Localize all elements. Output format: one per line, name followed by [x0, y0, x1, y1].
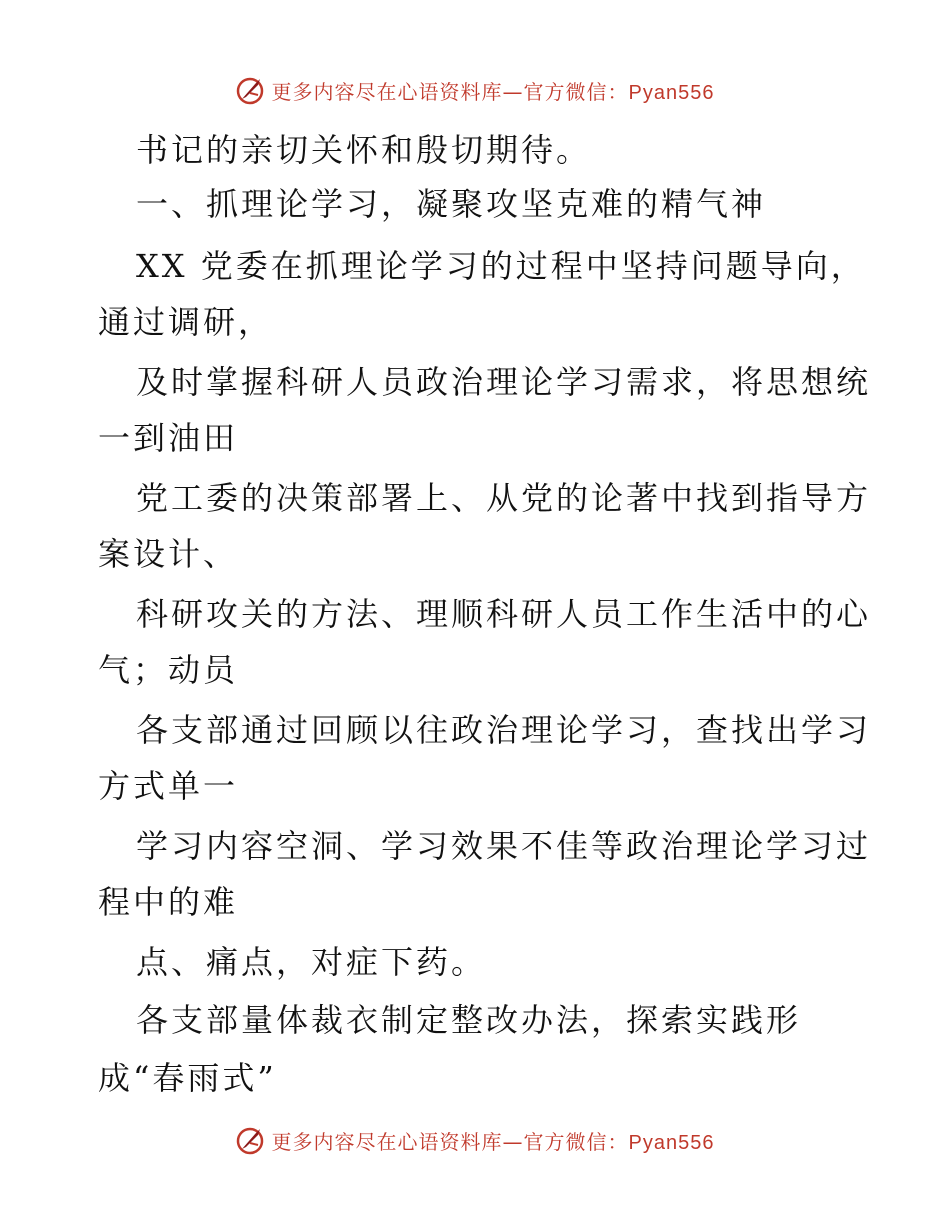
- header-wechat-handle: Pyan556: [628, 81, 715, 104]
- text-line: 各支部通过回顾以往政治理论学习，查找出学习: [136, 711, 872, 749]
- footer-separator: —: [502, 1129, 524, 1154]
- header-brand-text: [272, 76, 715, 105]
- header-separator: —: [502, 79, 524, 104]
- text-line: 一到油田: [98, 419, 239, 457]
- text-line: 学习内容空洞、学习效果不佳等政治理论学习过: [136, 827, 872, 865]
- text-line: 成“春雨式”: [98, 1059, 277, 1097]
- text-line: 科研攻关的方法、理顺科研人员工作生活中的心: [136, 595, 872, 633]
- quill-pen-logo-icon: [236, 1125, 266, 1155]
- text-line: XX 党委在抓理论学习的过程中坚持问题导向，: [136, 247, 866, 285]
- header-wechat-label: 官方微信：: [523, 79, 629, 104]
- text-line: 程中的难: [98, 883, 239, 921]
- text-line: 通过调研，: [98, 303, 274, 341]
- header-banner: [0, 70, 950, 110]
- footer-brand: 更多内容尽在心语资料库: [271, 1129, 503, 1154]
- text-line: 各支部量体裁衣制定整改办法，探索实践形: [136, 1001, 802, 1039]
- text-line: 及时掌握科研人员政治理论学习需求，将思想统: [136, 363, 872, 401]
- section-heading: 一、抓理论学习，凝聚攻坚克难的精气神: [136, 185, 767, 223]
- text-line: 气；动员: [98, 651, 239, 689]
- header-brand: 更多内容尽在心语资料库: [271, 79, 503, 104]
- text-line: 党工委的决策部署上、从党的论著中找到指导方: [136, 479, 872, 517]
- text-line: 点、痛点，对症下药。: [136, 943, 487, 981]
- text-line: 方式单一: [98, 767, 239, 805]
- text-line: 案设计、: [98, 535, 239, 573]
- footer-wechat-label: 官方微信：: [523, 1129, 629, 1154]
- quill-pen-logo-icon: [236, 75, 266, 105]
- footer-brand-text: [272, 1126, 715, 1155]
- text-line: 书记的亲切关怀和殷切期待。: [136, 131, 592, 169]
- footer-wechat-handle: Pyan556: [628, 1131, 715, 1154]
- footer-banner: [0, 1120, 950, 1160]
